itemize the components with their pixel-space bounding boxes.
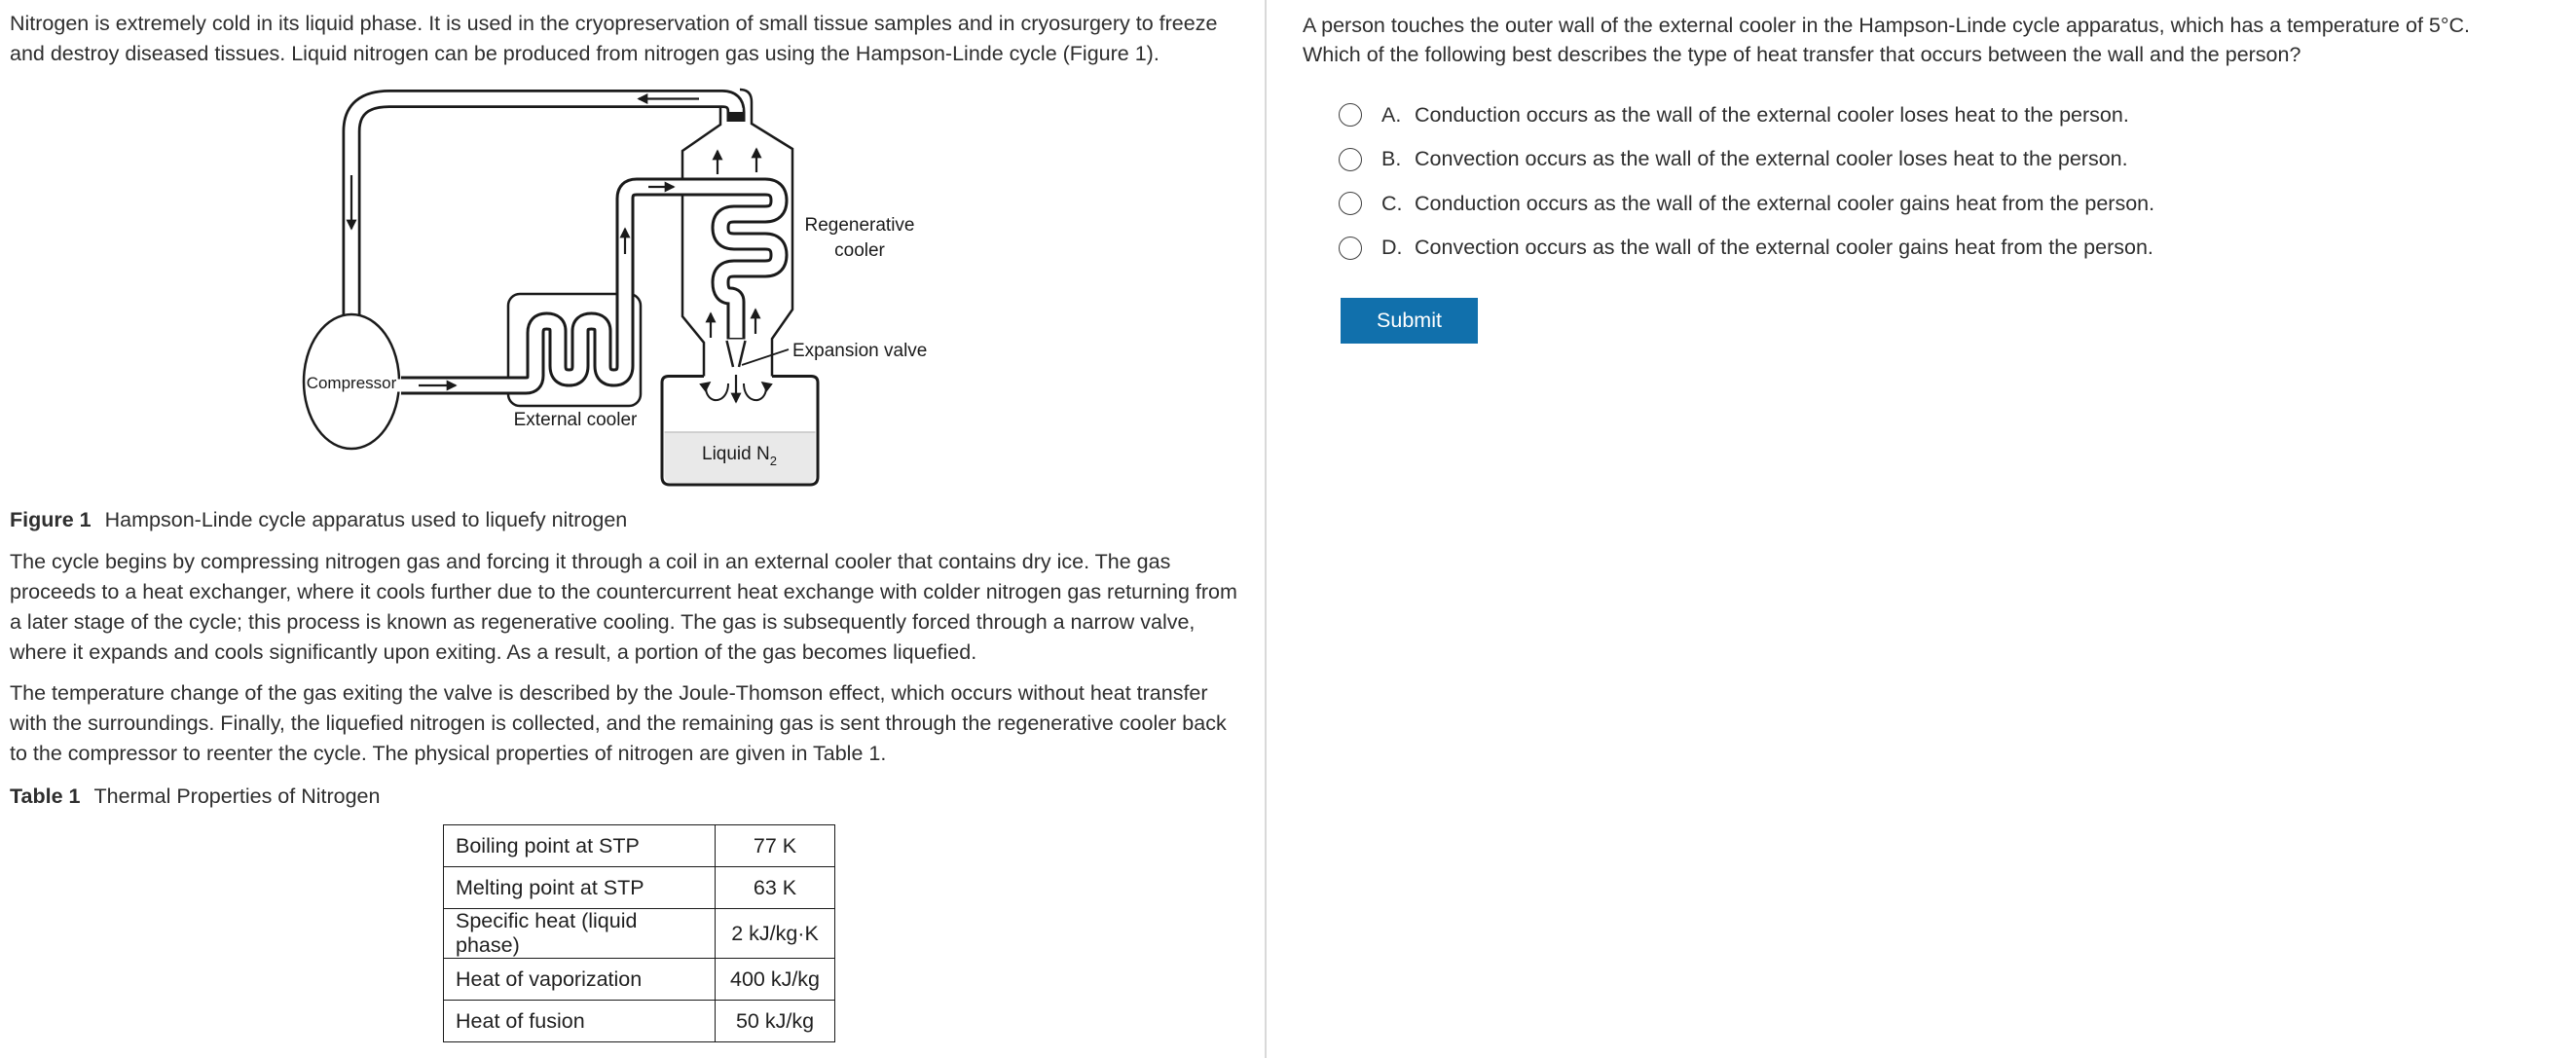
hampson-linde-diagram (292, 83, 974, 503)
regenerative-cooler-label-line2: cooler (834, 240, 885, 261)
expansion-valve-label: Expansion valve (792, 341, 928, 361)
value-cell: 50 kJ/kg (716, 1001, 835, 1042)
table-row (444, 825, 835, 867)
option-d-text: Convection occurs as the wall of the external cooler gains heat from the person. (1415, 236, 2153, 259)
option-b-row[interactable] (1339, 147, 2154, 172)
figure-caption (10, 506, 627, 533)
property-cell: Boiling point at STP (444, 825, 716, 867)
liquid-n2-label-sub: 2 (769, 454, 777, 468)
option-b-letter: B. (1381, 147, 1402, 170)
property-cell: Heat of vaporization (444, 959, 716, 1001)
return-pipe (351, 99, 736, 317)
compressor-label: Compressor (306, 374, 397, 392)
option-c-row[interactable] (1339, 191, 2154, 216)
option-d-row[interactable] (1339, 236, 2154, 261)
option-c-letter: C. (1381, 191, 1403, 215)
property-cell: Specific heat (liquid phase) (444, 909, 716, 959)
passage-paragraph-1: Nitrogen is extremely cold in its liquid phase. It is used in the cryopreservation of small tissue samples and in cryosurgery to freeze and destroy diseased tissues. Liquid nitrogen can be produced from nitrogen gas using the Hampson-Linde cycle (Figure 1). (10, 12, 1218, 65)
passage-paragraph-3: The temperature change of the gas exiting the valve is described by the Joule-Thomson effect, which occurs without heat transfer with the surroundings. Finally, the liquefied nitrogen is collected, and the remaining gas is sent through the regenerative cooler back to the compressor to reenter the cycle. The physical properties of nitrogen are given in Table 1. (10, 681, 1227, 765)
diagram-svg (292, 83, 974, 503)
nitrogen-properties-table (443, 824, 835, 1042)
passage-paragraph-2: The cycle begins by compressing nitrogen gas and forcing it through a coil in an external cooler that contains dry ice. The gas proceeds to a heat exchanger, where it cools further due to the countercurrent heat exchange with colder nitrogen gas returning from a later stage of the cycle; this process is known as regenerative cooling. The gas is subsequently forced through a narrow valve, where it expands and cools significantly upon exiting. As a result, a portion of the gas becomes liquefied. (10, 550, 1237, 664)
table-caption-label: Table 1 (10, 784, 81, 808)
liquid-n2-label-main: Liquid N (702, 444, 770, 464)
option-a-letter: A. (1381, 102, 1402, 127)
option-a-text: Conduction occurs as the wall of the external cooler loses heat to the person. (1415, 102, 2129, 127)
option-b-text: Convection occurs as the wall of the external cooler loses heat to the person. (1415, 147, 2128, 170)
regenerative-cooler-label-line1: Regenerative (804, 215, 915, 236)
property-cell: Heat of fusion (444, 1001, 716, 1042)
option-b-radio[interactable] (1339, 148, 1362, 171)
table-row (444, 959, 835, 1001)
option-a-row[interactable] (1339, 102, 2154, 128)
option-d-radio[interactable] (1339, 237, 1362, 260)
property-cell: Melting point at STP (444, 867, 716, 909)
external-cooler-label: External cooler (513, 410, 638, 430)
table-row (444, 867, 835, 909)
table-caption (10, 783, 380, 810)
figure-caption-text: Hampson-Linde cycle apparatus used to liquefy nitrogen (104, 508, 628, 531)
column-divider (1265, 0, 1267, 1058)
option-a-radio[interactable] (1339, 103, 1362, 127)
value-cell: 2 kJ/kg·K (716, 909, 835, 959)
option-c-text: Conduction occurs as the wall of the external cooler gains heat from the person. (1415, 191, 2155, 215)
figure-caption-label: Figure 1 (10, 508, 92, 531)
submit-button[interactable]: Submit (1341, 298, 1478, 344)
table-row (444, 1001, 835, 1042)
question-text: A person touches the outer wall of the external cooler in the Hampson-Linde cycle apparatus, which has a temperature of 5°C. Which of the following best describes the type of heat transfer that occurs between the wall and the person? (1303, 14, 2470, 66)
answer-options (1339, 102, 2154, 279)
option-c-radio[interactable] (1339, 192, 1362, 215)
table-row (444, 909, 835, 959)
table-caption-text: Thermal Properties of Nitrogen (93, 784, 381, 808)
value-cell: 400 kJ/kg (716, 959, 835, 1001)
value-cell: 63 K (716, 867, 835, 909)
option-d-letter: D. (1381, 236, 1403, 259)
value-cell: 77 K (716, 825, 835, 867)
